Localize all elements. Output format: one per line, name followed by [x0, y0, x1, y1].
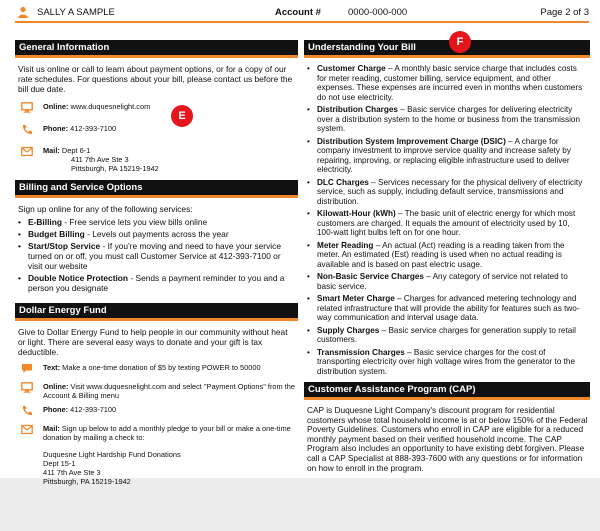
billing-options-list [15, 214, 298, 293]
monitor-icon [21, 382, 33, 393]
section-title: Understanding Your Bill [304, 40, 590, 58]
page-header [0, 0, 600, 38]
person-icon [17, 6, 29, 18]
list-item: • E-Billing - Free service lets you view bills online [18, 217, 296, 227]
annotation-marker-e: E [171, 105, 193, 127]
text-label: Text: [43, 363, 61, 372]
mail-contact [15, 146, 298, 173]
online-contact [15, 102, 298, 116]
general-info-intro: Visit us online or call to learn about payment options, or for a copy of our rate schedules. For questions about your bill, please contact us before the bill due date. [18, 64, 293, 94]
mail-address-line: Duquesne Light Hardship Fund Donations [43, 450, 181, 459]
list-item: • Distribution System Improvement Charge (DSIC) – A charge for company investment to improve service quality and increase safety by repairing, improving, or replacing eligible infrastructure used to deliver electricity. [307, 137, 588, 175]
list-item: • Double Notice Protection - Sends a payment reminder to you and a person you designate [18, 273, 296, 293]
phone-donation [15, 405, 298, 419]
mail-label: Mail: [43, 424, 60, 433]
mail-icon [21, 424, 33, 435]
list-item: • Non-Basic Service Charges – Any category of service not related to basic service. [307, 272, 588, 291]
mail-address-line: Pittsburgh, PA 15219-1942 [71, 164, 159, 173]
list-item: • Customer Charge – A monthly basic service charge that includes costs for meter reading, customer billing, service equipment, and other expenses. These expenses are incurred even in months when customers do not use electricity. [307, 64, 588, 102]
phone-label: Phone: [43, 124, 69, 133]
mail-address-line: 411 7th Ave Ste 3 [43, 468, 101, 477]
phone-contact [15, 124, 298, 138]
energy-fund-intro: Give to Dollar Energy Fund to help people in our community without heat or light. There are several easy ways to donate and your gift is tax deductible. [18, 327, 288, 357]
section-title: Billing and Service Options [15, 180, 298, 198]
section-title: General Information [15, 40, 298, 58]
phone-label: Phone: [43, 405, 69, 414]
online-donation-value: Visit www.duquesnelight.com and select "Payment Options" from the Account & Billing menu [43, 382, 296, 400]
online-label: Online: [43, 102, 69, 111]
bill-terms-list [304, 58, 590, 376]
text-message-icon [21, 363, 33, 374]
list-item: • Transmission Charges – Basic service charges for the cost of transporting electricity over high voltage wires from the generator to the distribution system. [307, 348, 588, 377]
text-donation-value: Make a one-time donation of $5 by texting POWER to 50000 [62, 363, 261, 372]
mail-address-line: 411 7th Ave Ste 3 [71, 155, 129, 164]
account-number: 0000-000-000 [348, 7, 408, 18]
phone-icon [21, 405, 33, 416]
mail-address-line: Dept 6-1 [61, 146, 91, 155]
page-indicator: Page 2 of 3 [540, 7, 589, 18]
phone-icon [21, 124, 33, 135]
right-column [304, 40, 590, 473]
general-information-section [15, 40, 298, 173]
list-item: • Smart Meter Charge – Charges for advanced metering technology and related infrastructure that will provide the ability for features such as two-way communication and interval usage data. [307, 294, 588, 323]
customer-assistance-section [304, 382, 590, 473]
list-item: • DLC Charges – Services necessary for the physical delivery of electricity service, such as supply, including default service, transmissions and distribution. [307, 178, 588, 207]
header-divider [15, 21, 589, 23]
billing-intro: Sign up online for any of the following services: [18, 204, 193, 214]
cap-body: CAP is Duquesne Light Company's discount program for residential customers whose total household income is at or below 150% of the Federal Poverty Guidelines. Customers who enroll in CAP are eligible for a reduced monthly payment based on their verified household income. The CAP Program also includes an opportunity to have existing debt forgiven. Please call a CAP Specialist at 888-393-7600 with any questions or for information on how to enroll in the program. [307, 405, 588, 473]
list-item: • Supply Charges – Basic service charges for generation supply to retail customers. [307, 326, 588, 345]
phone-number: 412-393-7100 [70, 124, 117, 133]
list-item: • Kilowatt-Hour (kWh) – The basic unit of electric energy for which most customers are charged. It equals the amount of electricity used by 10, 100-watt light bulbs left on for one hour. [307, 209, 588, 238]
list-item: • Meter Reading – An actual (Act) reading is a reading taken from the meter. An estimated (Est) reading is used when no actual reading is available and is based on past electric usage. [307, 241, 588, 270]
mail-label: Mail: [43, 146, 60, 155]
mail-icon [21, 146, 33, 157]
section-title: Dollar Energy Fund [15, 303, 298, 321]
mail-address-line: Dept 15-1 [43, 459, 76, 468]
understanding-your-bill-section [304, 40, 590, 376]
mail-address-line: Pittsburgh, PA 15219-1942 [43, 477, 131, 486]
mail-donation-value: Sign up below to add a monthly pledge to your bill or make a one-time donation by mailing a check to: [43, 424, 291, 442]
phone-number: 412-393-7100 [70, 405, 117, 414]
list-item: • Distribution Charges – Basic service charges for delivering electricity over a distribution system to the home or business from the transmission system. [307, 105, 588, 134]
account-holder-name: SALLY A SAMPLE [37, 7, 115, 18]
online-label: Online: [43, 382, 69, 391]
dollar-energy-fund-section [15, 303, 298, 486]
website-link[interactable]: www.duquesnelight.com [70, 102, 151, 111]
monitor-icon [21, 102, 33, 113]
list-item: • Budget Billing - Levels out payments across the year [18, 229, 296, 239]
list-item: • Start/Stop Service - If you're moving and need to have your service turned on or off, you must call Customer Service at 412-393-7100 or visit our website [18, 241, 296, 271]
annotation-marker-f: F [449, 31, 471, 53]
left-column [15, 40, 298, 486]
online-donation [15, 382, 298, 400]
text-donation [15, 363, 298, 377]
mail-donation [15, 424, 298, 486]
account-number-label: Account # [275, 7, 321, 18]
billing-service-section [15, 180, 298, 293]
section-title: Customer Assistance Program (CAP) [304, 382, 590, 400]
